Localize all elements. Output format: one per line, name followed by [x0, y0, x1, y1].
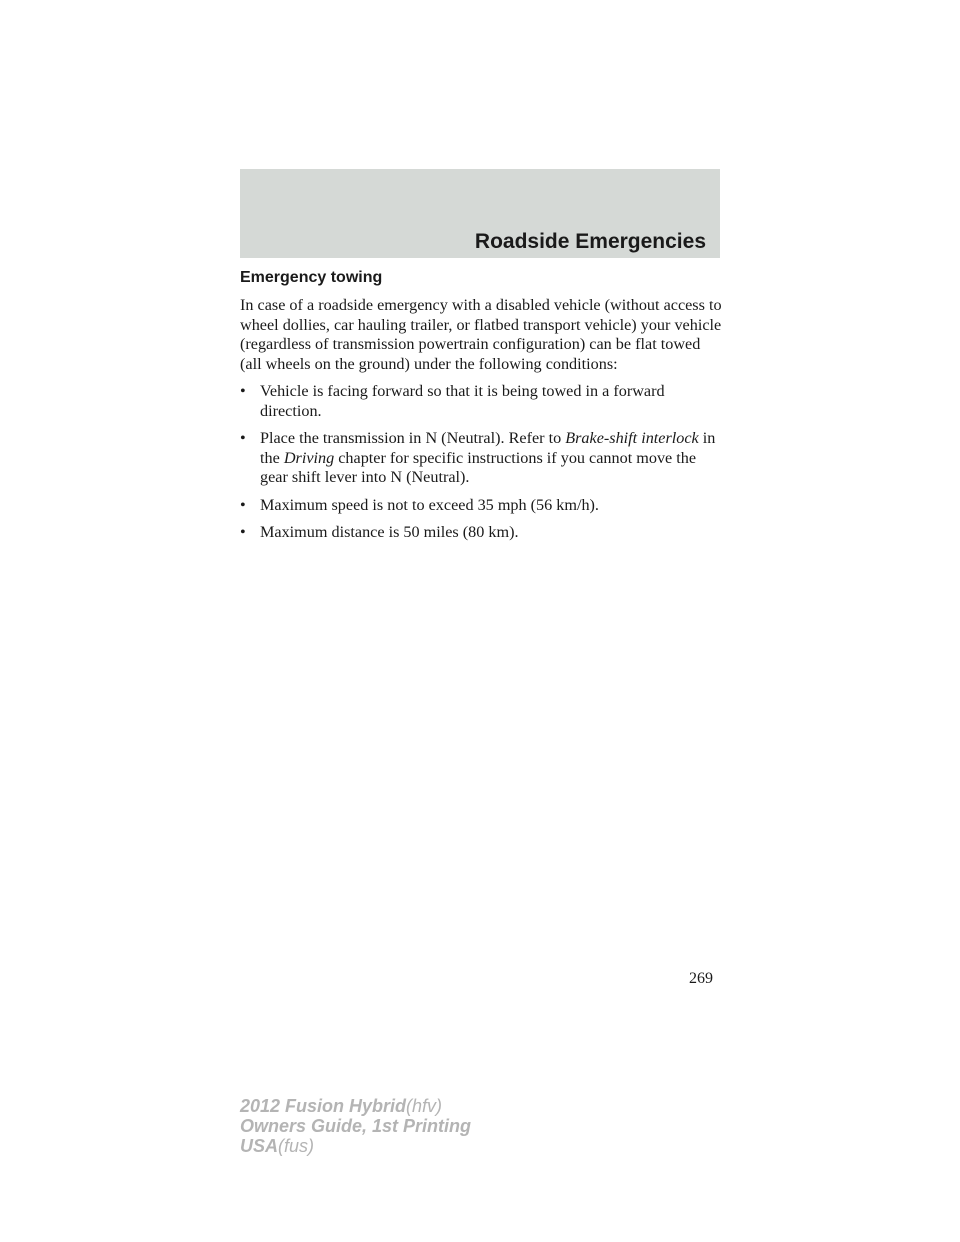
footer-model-code: (hfv) [406, 1096, 443, 1116]
cross-reference-link: Brake-shift interlock [565, 429, 699, 447]
chapter-header-band [240, 169, 720, 258]
list-item-text: Maximum speed is not to exceed 35 mph (56 km/h). [260, 495, 599, 514]
list-item [240, 496, 722, 516]
conditions-list [240, 382, 722, 543]
page-number: 269 [689, 970, 713, 987]
footer-edition: Owners Guide, 1st Printing [240, 1116, 472, 1136]
footer-market-code: (fus) [278, 1136, 315, 1156]
chapter-reference-link: Driving [283, 448, 335, 467]
list-item [240, 429, 722, 488]
list-item [240, 523, 722, 543]
bullet-icon: • [240, 382, 246, 400]
bullet-icon: • [240, 523, 246, 541]
footer-line-model [240, 1096, 471, 1116]
list-item-text: Place the transmission in N (Neutral). Refer to [260, 429, 566, 447]
document-footer [240, 1096, 471, 1156]
chapter-title: Roadside Emergencies [474, 230, 706, 253]
intro-paragraph: In case of a roadside emergency with a disabled vehicle (without access to wheel dollies, car hauling trailer, or flatbed transport vehicle) your vehicle (regardless of transmission powertrain configuration) can be flat towed (all wheels on the ground) under the following conditions: [240, 296, 722, 373]
list-item-text: Maximum distance is 50 miles (80 km). [260, 523, 519, 541]
list-item-text: chapter for specific instructions if you cannot move the gear shift lever into N (Neutral). [260, 448, 697, 486]
footer-line-market [240, 1136, 471, 1156]
list-item-text: in the [260, 429, 716, 467]
list-item-text: Vehicle is facing forward so that it is being towed in a forward direction. [260, 382, 665, 420]
bullet-icon: • [240, 495, 246, 514]
list-item [240, 382, 722, 421]
footer-market: USA [240, 1136, 279, 1156]
section-heading: Emergency towing [240, 269, 383, 286]
footer-line-edition [240, 1116, 471, 1136]
bullet-icon: • [240, 429, 246, 447]
footer-model: 2012 Fusion Hybrid [240, 1096, 407, 1116]
page-content [240, 268, 722, 551]
